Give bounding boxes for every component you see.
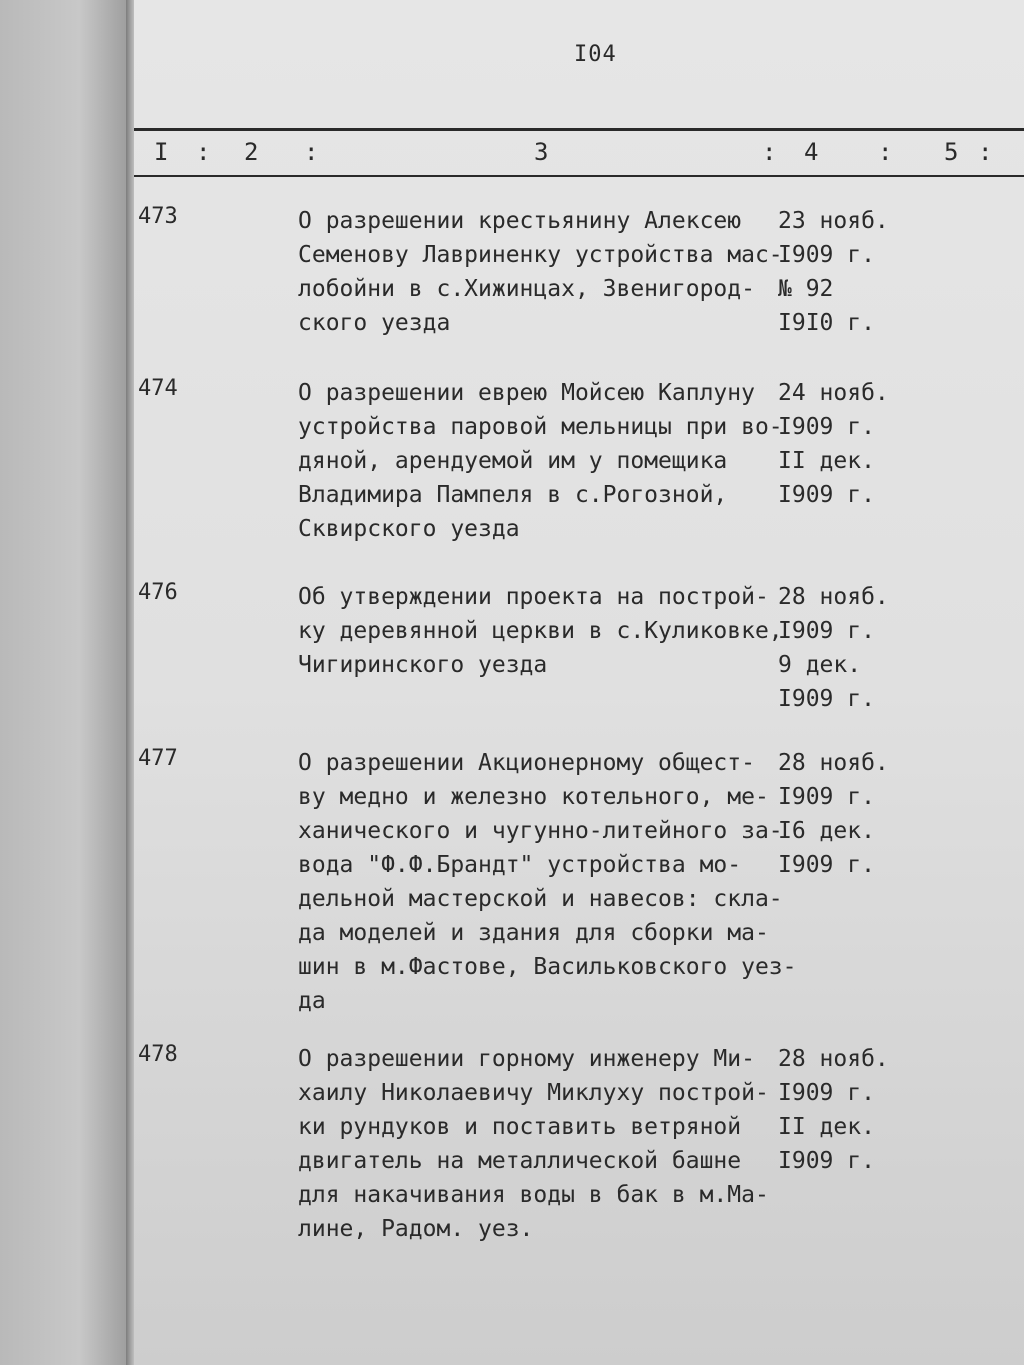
date-line: 9 дек. bbox=[778, 652, 862, 678]
column-header-1: I bbox=[154, 138, 169, 166]
description-line: О разрешении крестьянину Алексею bbox=[298, 208, 742, 234]
description-line: Об утверждении проекта на построй- bbox=[298, 584, 769, 610]
column-separator: : bbox=[304, 138, 319, 166]
entry-dates bbox=[778, 580, 1018, 716]
description-line: дельной мастерской и навесов: скла- bbox=[298, 886, 783, 912]
description-line: Семенову Лавриненку устройства мас- bbox=[298, 242, 783, 268]
description-line: Чигиринского уезда bbox=[298, 652, 548, 678]
column-header-5: 5 bbox=[944, 138, 959, 166]
description-line: лобойни в с.Хижинцах, Звенигород- bbox=[298, 276, 755, 302]
date-line: I6 дек. bbox=[778, 818, 875, 844]
date-line: I909 г. bbox=[778, 1080, 875, 1106]
date-line: I909 г. bbox=[778, 784, 875, 810]
description-line: Сквирского уезда bbox=[298, 516, 520, 542]
column-separator: : bbox=[978, 138, 993, 166]
entry-dates bbox=[778, 746, 1018, 882]
entry-description bbox=[298, 580, 783, 682]
description-line: О разрешении Акционерному общест- bbox=[298, 750, 755, 776]
column-header-3: 3 bbox=[534, 138, 549, 166]
date-line: I909 г. bbox=[778, 618, 875, 644]
column-header-4: 4 bbox=[804, 138, 819, 166]
description-line: хаилу Николаевичу Миклуху построй- bbox=[298, 1080, 769, 1106]
entry-dates bbox=[778, 204, 1018, 340]
entry-description bbox=[298, 746, 797, 1018]
date-line: I909 г. bbox=[778, 852, 875, 878]
date-line: I909 г. bbox=[778, 242, 875, 268]
description-line: ву медно и железно котельного, ме- bbox=[298, 784, 769, 810]
date-line: 28 нояб. bbox=[778, 584, 889, 610]
description-line: дяной, арендуемой им у помещика bbox=[298, 448, 728, 474]
date-line: II дек. bbox=[778, 448, 875, 474]
description-line: Владимира Пампеля в с.Рогозной, bbox=[298, 482, 728, 508]
description-line: ского уезда bbox=[298, 310, 451, 336]
column-header-2: 2 bbox=[244, 138, 259, 166]
date-line: II дек. bbox=[778, 1114, 875, 1140]
date-line: 28 нояб. bbox=[778, 750, 889, 776]
header-rule-top bbox=[134, 128, 1024, 131]
date-line: I909 г. bbox=[778, 1148, 875, 1174]
date-line: I9I0 г. bbox=[778, 310, 875, 336]
entry-description bbox=[298, 376, 783, 546]
description-line: вода "Ф.Ф.Брандт" устройства мо- bbox=[298, 852, 742, 878]
column-separator: : bbox=[878, 138, 893, 166]
entry-number: 474 bbox=[138, 376, 178, 401]
description-line: устройства паровой мельницы при во- bbox=[298, 414, 783, 440]
header-rule-bottom bbox=[134, 175, 1024, 177]
description-line: О разрешении еврею Мойсею Каплуну bbox=[298, 380, 755, 406]
entry-dates bbox=[778, 1042, 1018, 1178]
description-line: ханического и чугунно-литейного за- bbox=[298, 818, 783, 844]
date-line: 23 нояб. bbox=[778, 208, 889, 234]
entry-number: 478 bbox=[138, 1042, 178, 1067]
date-line: 28 нояб. bbox=[778, 1046, 889, 1072]
description-line: лине, Радом. уез. bbox=[298, 1216, 534, 1242]
description-line: шин в м.Фастове, Васильковского уез- bbox=[298, 954, 797, 980]
book-binding bbox=[0, 0, 132, 1365]
entry-number: 473 bbox=[138, 204, 178, 229]
date-line: 24 нояб. bbox=[778, 380, 889, 406]
description-line: да bbox=[298, 988, 326, 1014]
entry-description bbox=[298, 204, 783, 340]
page-number: I04 bbox=[574, 42, 617, 67]
date-line: № 92 bbox=[778, 276, 834, 302]
column-separator: : bbox=[196, 138, 211, 166]
description-line: двигатель на металлической башне bbox=[298, 1148, 742, 1174]
entry-description bbox=[298, 1042, 768, 1246]
column-separator: : bbox=[762, 138, 777, 166]
date-line: I909 г. bbox=[778, 686, 875, 712]
description-line: О разрешении горному инженеру Ми- bbox=[298, 1046, 755, 1072]
entry-dates bbox=[778, 376, 1018, 512]
date-line: I909 г. bbox=[778, 414, 875, 440]
description-line: для накачивания воды в бак в м.Ма- bbox=[298, 1182, 769, 1208]
description-line: ку деревянной церкви в с.Куликовке, bbox=[298, 618, 783, 644]
entry-number: 477 bbox=[138, 746, 178, 771]
document-page bbox=[134, 0, 1024, 1365]
description-line: ки рундуков и поставить ветряной bbox=[298, 1114, 742, 1140]
entry-number: 476 bbox=[138, 580, 178, 605]
date-line: I909 г. bbox=[778, 482, 875, 508]
description-line: да моделей и здания для сборки ма- bbox=[298, 920, 769, 946]
